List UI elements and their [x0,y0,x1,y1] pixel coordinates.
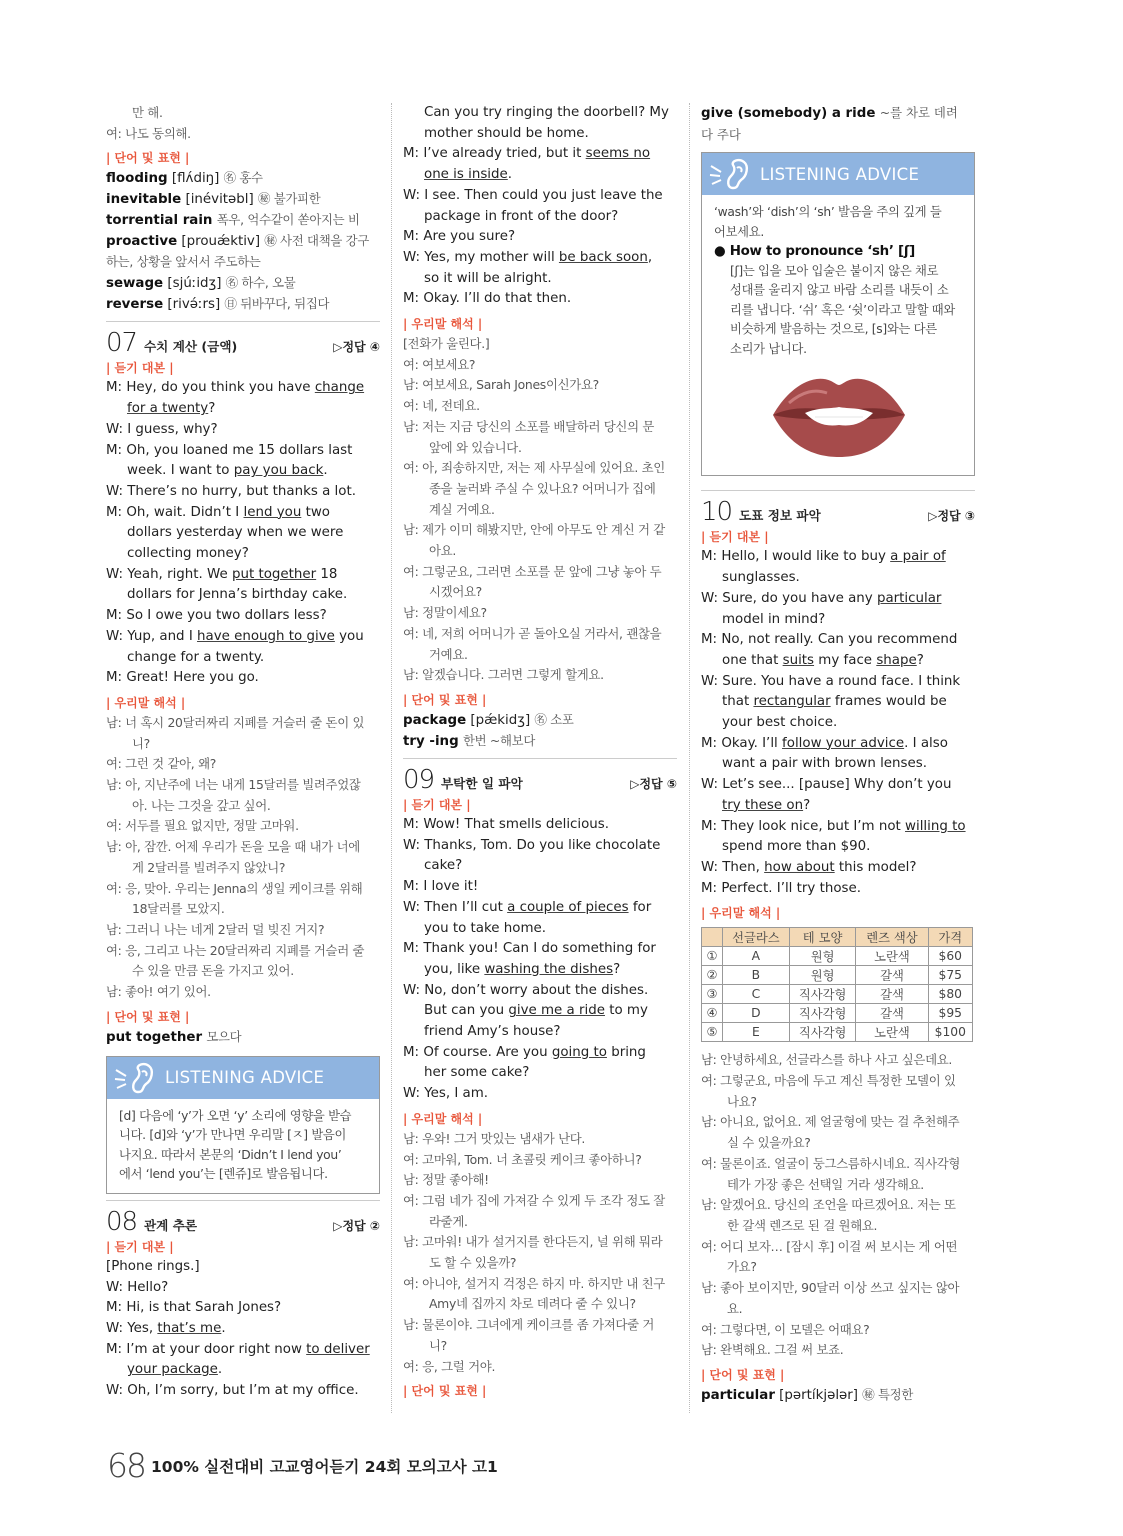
text-line: 남: 정말 좋아해! [403,1172,489,1188]
dialogue-script [106,378,380,689]
dialogue-line: her some cake? [424,1065,530,1081]
page-footer [107,1446,498,1485]
vocab-meaning: ㊐ 뒤바꾸다, 뒤집다 [224,296,330,312]
text-line: 남: 여보세요, Sarah Jones이신가요? [403,377,599,393]
text-line: 여: 응, 맞아. 우리는 Jenna의 생일 케이크를 위해 [106,880,363,896]
text-line: 여: 고마워, Tom. 너 초콜릿 케이크 좋아하니? [403,1151,642,1167]
vocab-meaning: ㊙ 특정한 [862,1386,914,1402]
dialogue-line: package in front of the door? [424,208,619,224]
text-line: 여: 그럼 네가 집에 가져갈 수 있게 두 조각 정도 잘 [403,1192,665,1208]
text-line: 여: 어디 보자… [잠시 후] 이걸 써 보시는 게 어떤 [701,1238,958,1254]
text-line: 남: 고마워! 내가 설거지를 한다든지, 널 위해 뭐라 [403,1234,663,1250]
dialogue-line: so it will be alright. [424,270,552,286]
dialogue-line: W: Yes, that’s me. [106,1320,226,1336]
dialogue-line: W: Yup, and I have enough to give you [106,628,364,644]
table-cell: ② [702,966,723,985]
vocab-word: proactive [106,234,178,250]
vocab-entry [403,731,677,752]
column-3 [701,103,975,1406]
lips-illustration [714,373,964,457]
vocab-word: package [403,712,467,728]
vocab-meaning: ㊔ 홍수 [223,170,263,186]
answer-label: ▷정답 ② [333,1218,380,1233]
vocab-pronunciation: [pərtíkjələr] [774,1387,863,1403]
text-line: 남: 저는 지금 당신의 소포를 배달하러 당신의 문 [403,418,655,434]
dialogue-line: M: Hey, do you think you have change [106,380,365,396]
text-line: 시겠어요? [429,584,482,600]
table-row [702,985,973,1004]
text-line: 니? [132,735,150,751]
ear-icon [107,1057,165,1099]
dialogue-line: spend more than $90. [722,839,871,855]
dialogue-line: W: I see. Then could you just leave the [403,187,663,203]
text-line: 남: 완벽해요. 그걸 써 보죠. [701,1342,844,1358]
vocab-word: reverse [106,297,164,313]
vocab-entry [106,210,380,231]
script-header: | 듣기 대본 | [106,361,174,376]
table-body [702,947,973,1042]
dialogue-line: change for a twenty. [127,649,265,665]
dialogue-line: W: I guess, why? [106,421,218,437]
advice-text [714,262,964,360]
table-cell: ③ [702,985,723,1004]
text-line: 여: 아, 죄송하지만, 저는 제 사무실에 있어요. 초인 [403,460,665,476]
question-09-header [403,758,677,795]
table-header-cell: 렌즈 색상 [856,928,928,947]
text-line: [d] 다음에 ‘y’가 오면 ‘y’ 소리에 영향을 받습 [119,1108,352,1123]
dialogue-line: W: No, don’t worry about the dishes. [403,982,649,998]
vocab-list [106,168,380,315]
dialogue-line: M: They look nice, but I’m not willing to [701,818,966,834]
translation-header: | 우리말 해석 | [403,1111,483,1126]
vocab-entry [106,294,380,315]
dialogue-line: collecting money? [127,546,249,562]
table-cell: $60 [928,947,972,966]
text-line: 만 해. [132,105,163,120]
text-line: 여: 네, 저희 어머니가 곧 돌아오실 거라서, 괜찮을 [403,625,662,641]
dialogue-line: M: Oh, wait. Didn’t I lend you two [106,504,330,520]
text-line: 남: 너 혹시 20달러짜리 지폐를 거슬러 줄 돈이 있 [106,714,365,730]
text-line: 남: 물론이야. 그녀에게 케이크를 좀 가져다줄 거 [403,1317,655,1333]
table-cell: ① [702,947,723,966]
vocab-meaning: ㊙ 불가피한 [257,191,321,207]
listening-advice-box [106,1056,380,1194]
vocab-word: inevitable [106,192,182,208]
table-cell: 노란색 [856,1023,928,1042]
script-header: | 듣기 대본 | [106,1239,174,1254]
dialogue-line: W: Let’s see... [pause] Why don’t you [701,777,952,793]
question-title: 관계 추론 [144,1217,198,1233]
vocab-meaning: 하는, 상황을 앞서서 주도하는 [106,254,261,270]
table-cell: 원형 [789,947,856,966]
question-title: 도표 정보 파악 [739,508,821,524]
column-divider [689,103,690,1413]
translation-header: | 우리말 해석 | [106,695,186,710]
vocab-meaning: 한번 ~해보다 [462,732,536,748]
text-line: 테가 가장 좋은 선택일 거라 생각해요. [727,1176,924,1192]
text-line: 남: 아, 지난주에 너는 내게 15달러를 빌려주었잖 [106,777,361,793]
vocab-entry [106,168,380,189]
advice-header [702,153,974,195]
answer-label: ▷정답 ④ [333,340,380,355]
text-line: 요. [727,1300,743,1316]
text-line: 니다. [d]와 ‘y’가 만나면 우리말 [ㅈ] 발음이 [119,1128,347,1143]
text-line: 아. 나는 그것을 갚고 싶어. [132,797,271,813]
text-line: 여: 그런 것 같아, 왜? [106,756,217,772]
table-cell: B [723,966,790,985]
table-cell: $100 [928,1023,972,1042]
text-line: 한 갈색 렌즈로 된 걸 원해요. [727,1217,878,1233]
vocab-header: | 단어 및 표현 | [106,151,190,166]
text-line: 남: 안녕하세요, 선글라스를 하나 사고 싶은데요. [701,1052,953,1068]
dialogue-line: friend Amy’s house? [424,1024,561,1040]
vocab-pronunciation: [sjúːidʒ] [163,276,226,292]
dialogue-line: W: Hello? [106,1279,169,1295]
translation [403,334,677,686]
vocab-header: | 단어 및 표현 | [701,1367,785,1382]
table-cell: $80 [928,985,972,1004]
text-line: 나요? [727,1093,757,1109]
vocab-pronunciation: [flʌ́diŋ] [167,171,224,187]
question-title: 부탁한 일 파악 [441,775,523,791]
table-cell: 갈색 [856,966,928,985]
dialogue-line: M: Okay. I’ll follow your advice. I also [701,735,948,751]
text-line: 에서 ‘lend you’는 [렌쥬]로 발음됩니다. [119,1167,328,1182]
vocab-entry [701,1385,975,1406]
vocab-entry [106,252,380,273]
dialogue-line: W: Sure. You have a round face. I think [701,673,961,689]
dialogue-line: W: Yes, my mother will be back soon, [403,249,653,265]
text-line: 여: 응, 그럴 거야. [403,1358,496,1374]
table-cell: 직사각형 [789,985,856,1004]
page-number: 68 [107,1446,145,1485]
table-cell: ④ [702,1004,723,1023]
dialogue-line: want a pair with brown lenses. [722,756,927,772]
dialogue-line: M: I’ve already tried, but it seems no [403,146,651,162]
translation [403,1129,677,1377]
table-cell: 원형 [789,966,856,985]
dialogue-line: M: So I owe you two dollars less? [106,608,327,624]
table-cell: 갈색 [856,985,928,1004]
dialogue-line: cake? [424,858,463,874]
text-line: 아요. [429,543,456,559]
text-line: 비슷하게 발음하는 것으로, [s]와는 다른 [730,322,937,337]
dialogue-line: W: Yes, I am. [403,1086,489,1102]
translation-header: | 우리말 해석 | [701,906,781,921]
dialogue-line: M: Great! Here you go. [106,670,259,686]
table-header-cell: 가격 [928,928,972,947]
sunglasses-table [701,927,973,1042]
vocab-header: | 단어 및 표현 | [403,692,487,707]
text-line: 남: 제가 이미 해봤지만, 안에 아무도 안 계신 거 같 [403,522,665,538]
dialogue-line: W: Then, how about this model? [701,859,917,875]
text-line: 가요? [727,1259,757,1275]
vocab-carryover [701,103,975,146]
dialogue-line: But can you give me a ride to my [424,1003,648,1019]
dialogue-line: W: Sure, do you have any particular [701,590,942,606]
dialogue-line: M: Of course. Are you going to bring [403,1044,646,1060]
dialogue-line: W: There’s no hurry, but thanks a lot. [106,483,356,499]
question-number: 09 [403,764,435,795]
dialogue-line: M: Perfect. I’ll try those. [701,880,861,896]
table-cell: 직사각형 [789,1004,856,1023]
question-title: 수치 계산 (금액) [144,339,238,355]
dialogue-script [106,1257,380,1402]
text-line: 앞에 와 있습니다. [429,439,522,455]
answer-label: ▷정답 ⑤ [630,776,677,791]
table-cell: $95 [928,1004,972,1023]
ear-icon [702,153,760,195]
text-line: 소리가 납니다. [730,341,807,356]
text-line: 니? [429,1337,447,1353]
table-header-row [702,928,973,947]
dialogue-line: try these on? [722,797,811,813]
table-row [702,966,973,985]
text-line: 남: 정말이세요? [403,605,487,621]
question-number: 08 [106,1206,138,1237]
text-line: 여: 응, 그리고 나는 20달러짜리 지폐를 거슬러 줄 [106,942,365,958]
text-line: 남: 알겠습니다. 그러면 그렇게 할게요. [403,667,604,683]
text-line: 여: 아니야, 설거지 걱정은 하지 마. 하지만 내 친구 [403,1275,665,1291]
question-08-header [106,1200,380,1237]
text-line: 게 2달러를 빌려주지 않았니? [132,859,286,875]
text-line: 라줄게. [429,1213,468,1229]
vocab-entry [106,273,380,294]
table-cell: 갈색 [856,1004,928,1023]
vocab-meaning: ㊔ 소포 [534,711,574,727]
vocab-meaning: ㊔ 하수, 오물 [225,275,296,291]
table-cell: 노란색 [856,947,928,966]
text-line: 남: 우와! 그거 맛있는 냄새가 난다. [403,1130,586,1146]
dialogue-line: M: No, not really. Can you recommend [701,632,958,648]
vocab-pronunciation: [rivə́ːrs] [163,297,225,313]
column-divider [391,103,392,1413]
script-header: | 듣기 대본 | [403,797,471,812]
dialogue-line: [Phone rings.] [106,1258,200,1274]
dialogue-line: dollars for Jenna’s birthday cake. [127,587,348,603]
table-cell: C [723,985,790,1004]
column-2 [403,103,677,1401]
table-row [702,947,973,966]
dialogue-line: for a twenty? [127,401,216,417]
table-cell: E [723,1023,790,1042]
question-number: 10 [701,497,733,528]
text-line: 종을 눌러봐 주실 수 있나요? 어머니가 집에 [429,480,656,496]
table-cell: $75 [928,966,972,985]
vocab-word: flooding [106,171,168,187]
question-07-header [106,321,380,358]
text-line: 여: 네, 전데요. [403,398,480,414]
text-line: 남: 아, 잠깐. 어제 우리가 돈을 모을 때 내가 너에 [106,839,360,855]
dialogue-line: M: Thank you! Can I do something for [403,941,656,957]
advice-header [107,1057,379,1099]
dialogue-line: W: Yeah, right. We put together 18 [106,566,338,582]
table-cell: D [723,1004,790,1023]
text-line: 18달러를 모았지. [132,901,225,917]
dialogue-script [403,815,677,1105]
vocab-pronunciation: [inévitəbl] [181,192,258,208]
text-line: 계실 거예요. [429,501,495,517]
text-line: ‘wash’와 ‘dish’의 ‘sh’ 발음을 주의 깊게 들 [714,205,942,220]
listening-advice-box [701,152,975,476]
dialogue-line: sunglasses. [722,570,800,586]
dialogue-line: you, like washing the dishes? [424,961,621,977]
table-header-cell [702,928,723,947]
dialogue-line: M: I’m at your door right now to deliver [106,1341,370,1357]
advice-body [107,1099,379,1193]
text-line: 여: 서두를 필요 없지만, 정말 고마워. [106,818,299,834]
script-header: | 듣기 대본 | [701,530,769,545]
vocab-word: torrential rain [106,213,213,229]
dialogue-line: W: Then I’ll cut a couple of pieces for [403,899,652,915]
text-line: 성대를 울리지 않고 바람 소리를 내듯이 소 [730,283,949,298]
dialogue-line: M: Oh, you loaned me 15 dollars last [106,442,353,458]
dialogue-line: W: Thanks, Tom. Do you like chocolate [403,837,661,853]
table-cell: 직사각형 [789,1023,856,1042]
vocab-header: | 단어 및 표현 | [403,1384,487,1399]
text-line: 여: 여보세요? [403,356,476,372]
dialogue-line: M: Okay. I’ll do that then. [403,291,572,307]
vocab-meaning: 모으다 [206,1028,242,1044]
vocab-meaning: ㊙ 사전 대책을 강구 [264,233,370,249]
vocab-pronunciation: [prouǽktiv] [177,234,265,250]
question-10-header [701,490,975,527]
vocab-entry [106,1027,380,1048]
dialogue-line: one is inside. [424,167,513,183]
vocab-header: | 단어 및 표현 | [106,1009,190,1024]
text-line: 수 있을 만큼 돈을 가지고 있어. [132,963,294,979]
dialogue-line: you to take home. [424,920,547,936]
table-cell: A [723,947,790,966]
table-header-cell: 테 모양 [789,928,856,947]
vocab-word: sewage [106,276,164,292]
answer-label: ▷정답 ③ [928,509,975,524]
vocab-word: put together [106,1029,203,1045]
vocab-list [403,710,677,752]
text-line: Amy네 집까지 차로 데려다 줄 수 있니? [429,1296,636,1312]
advice-bullet: ● How to pronounce ‘sh’ [ʃ] [714,244,915,260]
text-line: [ʃ]는 입을 모아 입술은 붙이지 않은 채로 [730,263,939,278]
text-line: 여: 그렇다면, 이 모델은 어때요? [701,1321,870,1337]
text-line: 여: 물론이죠. 얼굴이 둥그스름하시네요. 직사각형 [701,1155,961,1171]
text-line: 여: 나도 동의해. [106,125,191,141]
dialogue-line: M: I love it! [403,879,479,895]
text-line: 남: 좋아 보이지만, 90달러 이상 쓰고 싶지는 않아 [701,1280,960,1296]
text-line: 도 할 수 있을까? [429,1255,517,1271]
translation [701,1050,975,1361]
dialogue-line: model in mind? [722,611,826,627]
dialogue-script [701,547,975,899]
text-line: 남: 그러니 나는 네게 2달러 덜 빚진 거지? [106,921,325,937]
column-1 [106,103,380,1402]
text-line: 나지요. 따라서 본문의 ‘Didn’t I lend you’ [119,1147,342,1162]
dialogue-line: 다 주다 [701,126,741,142]
dialogue-line: your best choice. [722,715,838,731]
vocab-pronunciation: [pǽkidʒ] [466,712,535,728]
table-row [702,1004,973,1023]
text-line: 남: 아니요, 없어요. 제 얼굴형에 맞는 걸 추천해주 [701,1114,960,1130]
table-row [702,1023,973,1042]
table-header-cell: 선글라스 [723,928,790,947]
dialogue-line: M: Hello, I would like to buy a pair of [701,549,946,565]
vocab-list [701,1385,975,1406]
dialogue-line: week. I want to pay you back. [127,463,328,479]
dialogue-line: one that suits my face shape? [722,652,924,668]
dialogue-line: M: Wow! That smells delicious. [403,816,610,832]
dialogue-line: dollars yesterday when we were [127,525,344,541]
vocab-entry [106,189,380,210]
dialogue-script [403,103,677,310]
text-line: 거예요. [429,646,468,662]
question-number: 07 [106,328,138,359]
dialogue-line: M: Are you sure? [403,229,516,245]
vocab-meaning: 폭우, 억수같이 쏟아지는 비 [216,212,360,228]
translation [106,713,380,1003]
text-line: 어보세요. [714,224,764,239]
dialogue-line: Can you try ringing the doorbell? My [424,105,669,120]
dialogue-line: your package. [127,1362,223,1378]
translation-header: | 우리말 해석 | [403,317,483,332]
dialogue-line: mother should be home. [424,125,589,141]
text-line: 리를 냅니다. ‘쉬’ 혹은 ‘쉿’이라고 말할 때와 [730,302,955,317]
text-line: 여: 그렇군요, 마음에 두고 계신 특정한 모델이 있 [701,1073,956,1089]
vocab-word: particular [701,1387,775,1403]
dialogue-line: give (somebody) a ride ~를 차로 데려 [701,105,958,121]
advice-intro [714,203,964,242]
vocab-entry [403,710,677,731]
vocab-word: try -ing [403,733,459,749]
vocab-entry [106,231,380,252]
text-line: 여: 그렇군요, 그러면 소포를 문 앞에 그냥 놓아 두 [403,563,662,579]
dialogue-line: that rectangular frames would be [722,694,947,710]
table-cell: ⑤ [702,1023,723,1042]
advice-title: LISTENING ADVICE [165,1068,325,1088]
top-lines [106,103,380,144]
dialogue-line: M: Hi, is that Sarah Jones? [106,1300,282,1316]
advice-title: LISTENING ADVICE [760,164,920,184]
dialogue-line: W: Oh, I’m sorry, but I’m at my office. [106,1383,359,1399]
text-line: 남: 알겠어요. 당신의 조언을 따르겠어요. 저는 또 [701,1197,956,1213]
book-title: 100% 실전대비 고교영어듣기 24회 모의고사 고1 [151,1457,498,1476]
vocab-list [106,1027,380,1048]
text-line: 실 수 있을까요? [727,1135,811,1151]
text-line: 남: 좋아! 여기 있어. [106,984,211,1000]
advice-body [702,195,974,475]
text-line: [전화가 울린다.] [403,336,490,352]
